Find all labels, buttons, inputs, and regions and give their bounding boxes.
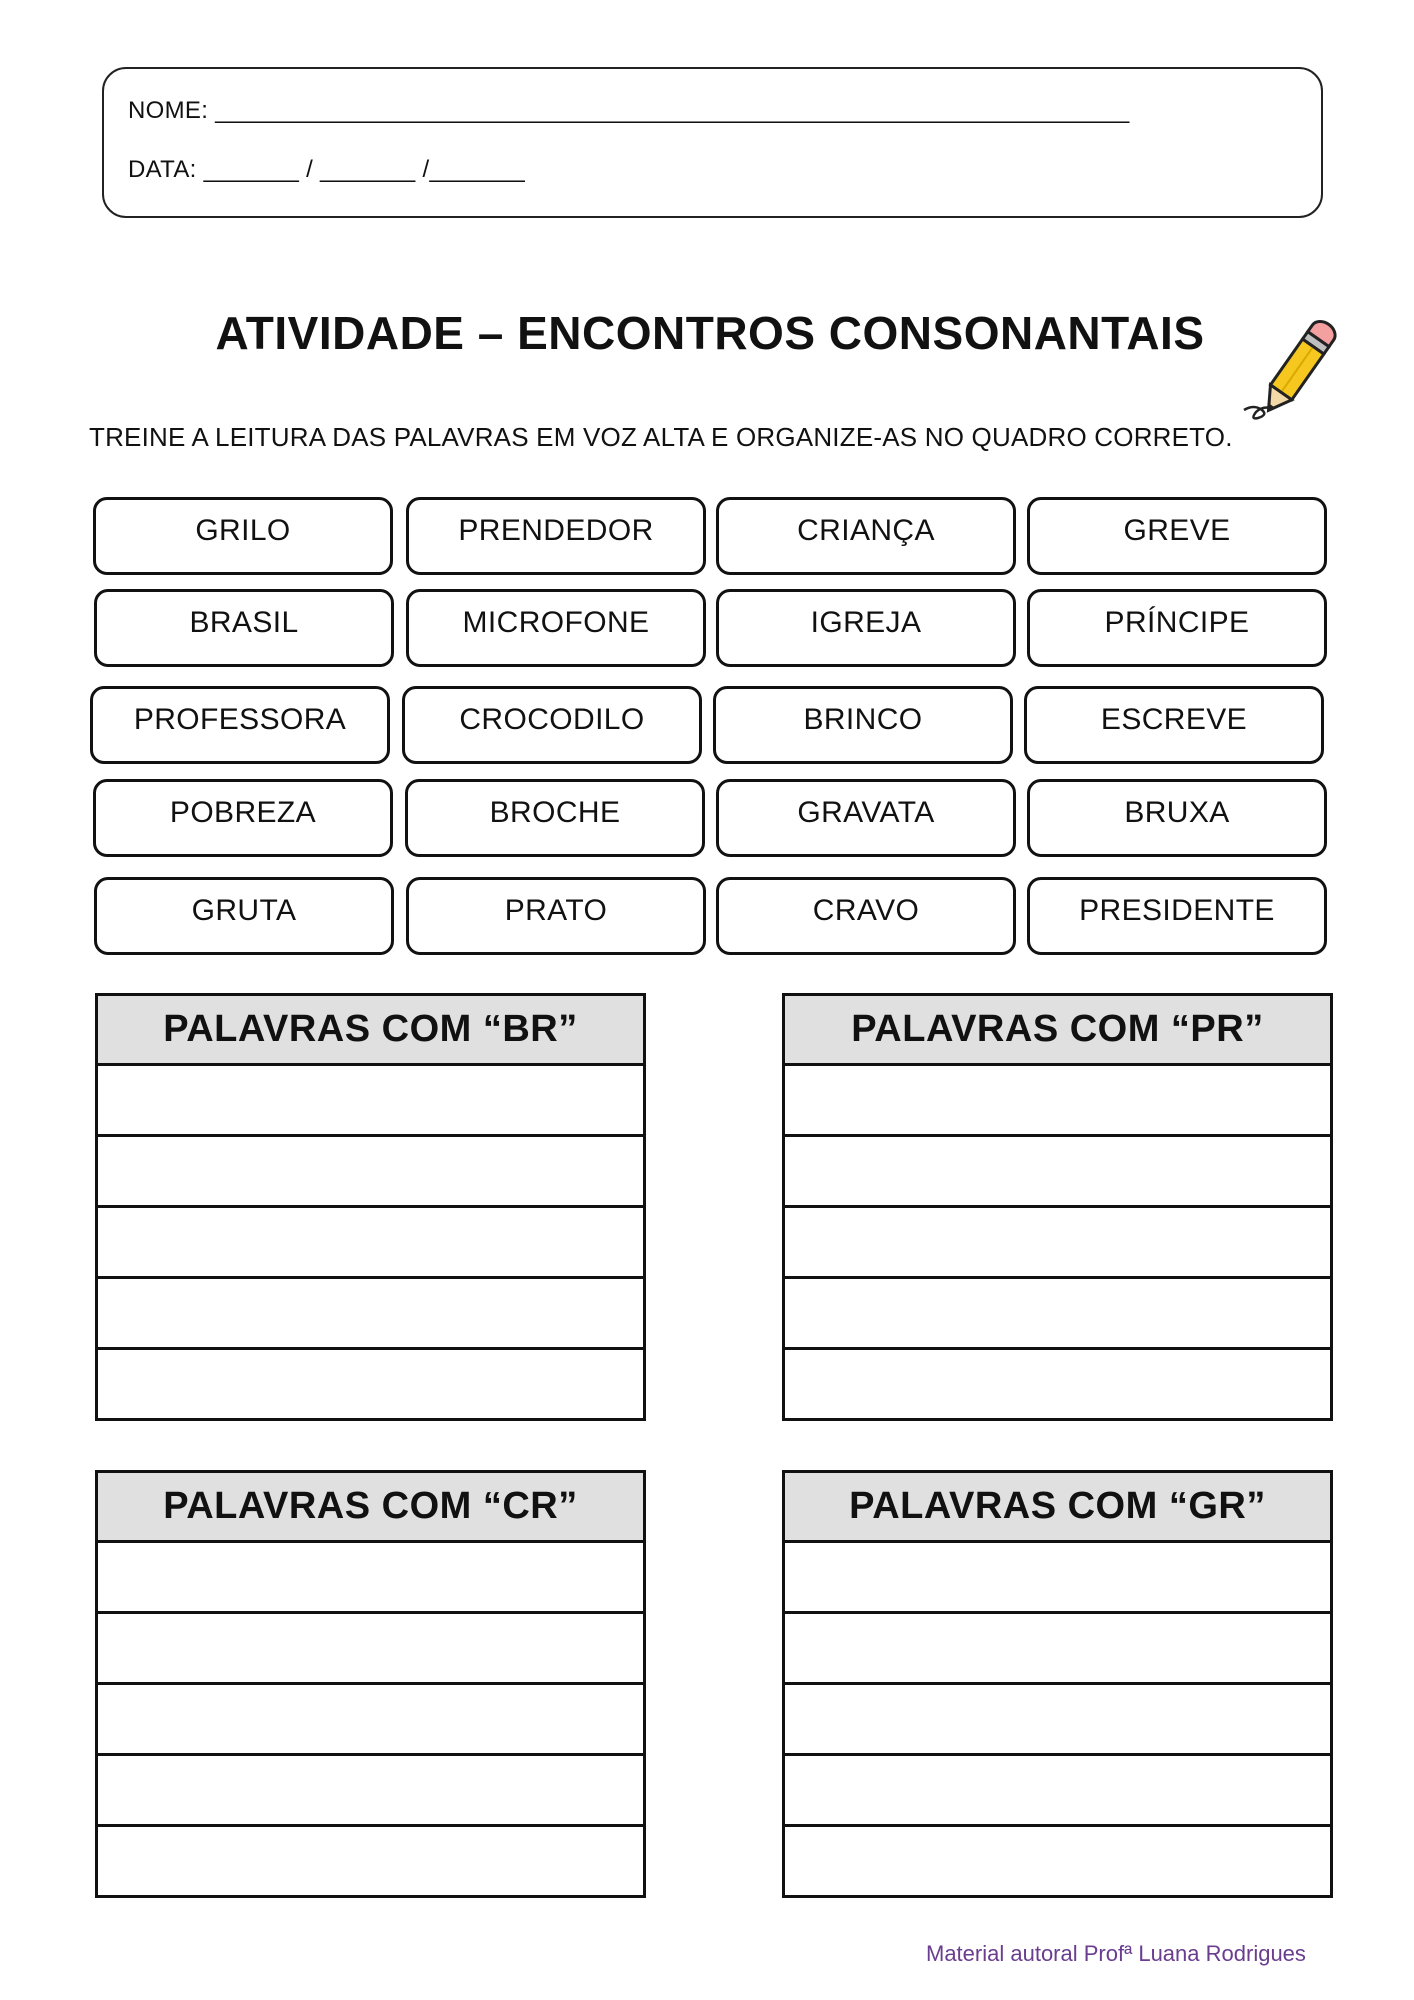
- word-card-label: PROFESSORA: [133, 703, 347, 736]
- word-card-label: BRASIL: [189, 606, 299, 639]
- word-card-label: CROCODILO: [459, 703, 645, 736]
- answer-row[interactable]: [785, 1827, 1330, 1895]
- word-card-label: PRÍNCIPE: [1104, 606, 1250, 639]
- word-card-label: CRAVO: [812, 894, 920, 927]
- word-card[interactable]: [1027, 589, 1327, 667]
- answer-row[interactable]: [98, 1279, 643, 1350]
- table-pr: [782, 993, 1333, 1421]
- word-card[interactable]: [716, 589, 1016, 667]
- table-header-cr: PALAVRAS COM “CR”: [98, 1473, 643, 1543]
- word-card-label: GRAVATA: [797, 796, 935, 829]
- table-cr: [95, 1470, 646, 1898]
- student-info-box: [102, 67, 1323, 218]
- word-card[interactable]: [93, 779, 393, 857]
- word-card[interactable]: [716, 497, 1016, 575]
- word-card-label: GREVE: [1123, 514, 1231, 547]
- word-card-label: BROCHE: [489, 796, 621, 829]
- table-br: [95, 993, 646, 1421]
- instruction-text: TREINE A LEITURA DAS PALAVRAS EM VOZ ALTA E ORGANIZE-AS NO QUADRO CORRETO.: [89, 422, 1233, 452]
- word-card-label: GRUTA: [191, 894, 297, 927]
- word-card-label: BRINCO: [803, 703, 923, 736]
- answer-row[interactable]: [98, 1350, 643, 1418]
- word-card[interactable]: [406, 497, 706, 575]
- word-card[interactable]: [94, 877, 394, 955]
- page-title: ATIVIDADE – ENCONTROS CONSONANTAIS: [215, 307, 1205, 359]
- answer-row[interactable]: [785, 1279, 1330, 1350]
- word-card-label: PRENDEDOR: [458, 514, 654, 547]
- table-gr: [782, 1470, 1333, 1898]
- answer-row[interactable]: [98, 1756, 643, 1827]
- answer-row[interactable]: [785, 1066, 1330, 1137]
- word-card[interactable]: [716, 877, 1016, 955]
- table-header-br: PALAVRAS COM “BR”: [98, 996, 643, 1066]
- answer-row[interactable]: [98, 1685, 643, 1756]
- answer-row[interactable]: [98, 1137, 643, 1208]
- answer-row[interactable]: [785, 1614, 1330, 1685]
- word-card-label: BRUXA: [1124, 796, 1230, 829]
- word-card[interactable]: [93, 497, 393, 575]
- answer-row[interactable]: [98, 1066, 643, 1137]
- word-card-label: MICROFONE: [462, 606, 650, 639]
- word-card[interactable]: [1024, 686, 1324, 764]
- pencil-icon: [1238, 318, 1350, 422]
- table-header-gr: PALAVRAS COM “GR”: [785, 1473, 1330, 1543]
- footer-credit: Material autoral Profª Luana Rodrigues: [926, 1941, 1306, 1966]
- table-header-pr: PALAVRAS COM “PR”: [785, 996, 1330, 1066]
- word-card[interactable]: [1027, 497, 1327, 575]
- answer-row[interactable]: [785, 1685, 1330, 1756]
- word-card[interactable]: [406, 589, 706, 667]
- word-card[interactable]: [94, 589, 394, 667]
- date-field[interactable]: DATA: _______ / _______ /_______: [128, 156, 526, 183]
- word-card-label: PRATO: [504, 894, 608, 927]
- answer-row[interactable]: [98, 1614, 643, 1685]
- answer-row[interactable]: [785, 1350, 1330, 1418]
- word-card-label: CRIANÇA: [797, 514, 935, 547]
- answer-row[interactable]: [785, 1756, 1330, 1827]
- name-field[interactable]: NOME: ___________________________________________________________________: [128, 97, 1130, 124]
- word-card[interactable]: [402, 686, 702, 764]
- answer-row[interactable]: [98, 1827, 643, 1895]
- word-card-label: IGREJA: [810, 606, 922, 639]
- word-card-label: ESCREVE: [1100, 703, 1248, 736]
- word-card[interactable]: [405, 779, 705, 857]
- answer-row[interactable]: [98, 1208, 643, 1279]
- word-card[interactable]: [713, 686, 1013, 764]
- word-card-label: PRESIDENTE: [1079, 894, 1275, 927]
- word-card[interactable]: [406, 877, 706, 955]
- answer-row[interactable]: [785, 1543, 1330, 1614]
- word-card-label: POBREZA: [169, 796, 317, 829]
- word-card[interactable]: [1027, 877, 1327, 955]
- word-card-label: GRILO: [195, 514, 291, 547]
- word-card[interactable]: [90, 686, 390, 764]
- answer-row[interactable]: [98, 1543, 643, 1614]
- word-card[interactable]: [1027, 779, 1327, 857]
- answer-row[interactable]: [785, 1208, 1330, 1279]
- answer-row[interactable]: [785, 1137, 1330, 1208]
- word-card[interactable]: [716, 779, 1016, 857]
